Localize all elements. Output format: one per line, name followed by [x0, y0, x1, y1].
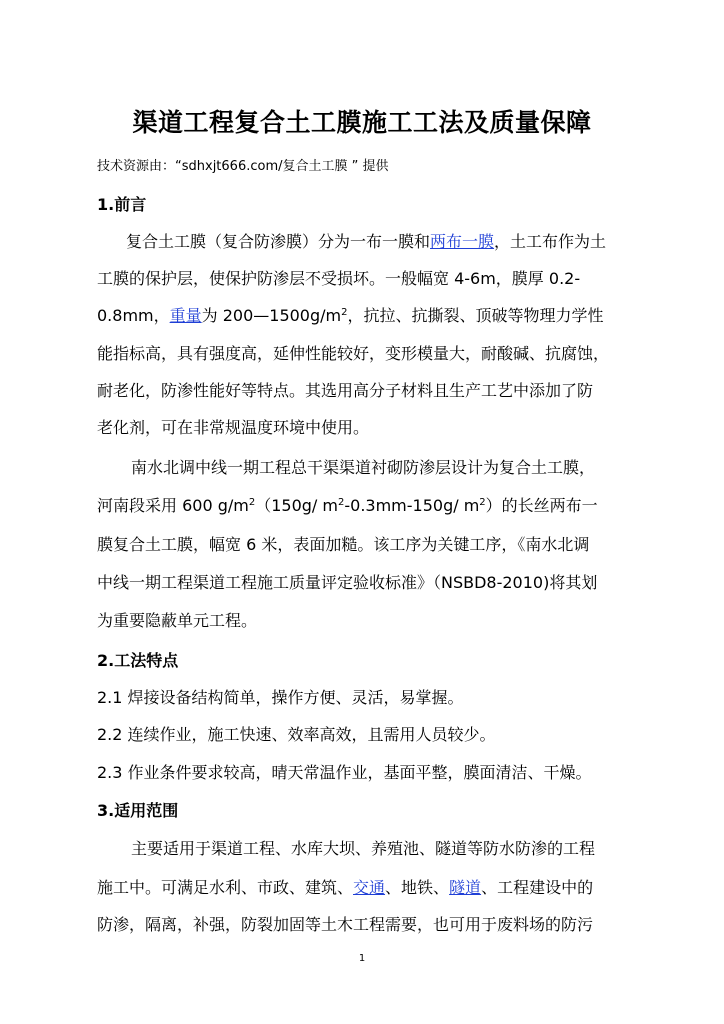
superscript: 2: [479, 497, 486, 508]
text-span: -0.3mm-150g/ m: [344, 496, 480, 515]
section-heading-scope: 3.适用范围: [97, 801, 179, 820]
paragraph-line: [126, 229, 606, 252]
paragraph-line: 耐老化，防渗性能好等特点。其选用高分子材料且生产工艺中添加了防: [97, 381, 594, 400]
text-span: 、地铁、: [385, 878, 450, 897]
document-title: 渠道工程复合土工膜施工工法及质量保障: [132, 108, 592, 137]
text-span: ，抗拉、抗撕裂、顶破等物理力学性: [347, 306, 604, 325]
list-item: 2.1 焊接设备结构简单，操作方便、灵活，易掌握。: [97, 688, 464, 707]
text-span: 为 200—1500g/m: [201, 306, 342, 325]
paragraph-line: 防渗，隔离，补强，防裂加固等土木工程需要，也可用于废料场的防污: [97, 915, 594, 934]
text-span: 河南段采用 600 g/m: [97, 496, 249, 515]
section-heading-intro: 1.前言: [97, 195, 147, 214]
text-span: 、工程建设中的: [481, 878, 594, 897]
paragraph-line: [97, 303, 604, 326]
text-span: ）的长丝两布一: [485, 496, 598, 515]
paragraph-line: 中线一期工程渠道工程施工质量评定验收标准》（NSBD8-2010)将其划: [97, 573, 598, 592]
superscript: 2: [341, 307, 348, 318]
superscript: 2: [338, 497, 345, 508]
text-span: 0.8mm，: [97, 306, 170, 325]
link-weight[interactable]: 重量: [169, 306, 202, 325]
source-line: 技术资源由：“sdhxjt666.com/复合土工膜 ” 提供: [97, 159, 389, 174]
paragraph-line: 工膜的保护层，使保护防渗层不受损坏。一般幅宽 4-6m，膜厚 0.2-: [97, 269, 581, 288]
section-heading-features: 2.工法特点: [97, 651, 179, 670]
list-item: 2.3 作业条件要求较高，晴天常温作业，基面平整，膜面清洁、干燥。: [97, 763, 592, 782]
link-two-cloth-one-membrane[interactable]: 两布一膜: [430, 232, 495, 251]
paragraph-line: 为重要隐蔽单元工程。: [97, 611, 258, 630]
list-item: 2.2 连续作业，施工快速、效率高效，且需用人员较少。: [97, 725, 496, 744]
superscript: 2: [248, 497, 256, 508]
page-number: 1: [358, 953, 366, 964]
paragraph-line: 膜复合土工膜，幅宽 6 米，表面加糙。该工序为关键工序，《南水北调: [97, 535, 590, 554]
link-tunnel[interactable]: 隧道: [449, 878, 482, 897]
text-span: 施工中。可满足水利、市政、建筑、: [97, 878, 354, 897]
paragraph-line: [97, 875, 593, 898]
paragraph-line: 能指标高，具有强度高，延伸性能较好，变形模量大，耐酸碱、抗腐蚀，: [97, 344, 610, 363]
paragraph-line: 南水北调中线一期工程总干渠渠道衬砌防渗层设计为复合土工膜，: [131, 458, 596, 477]
text-span: （150g/ m: [255, 496, 338, 515]
text-span: ，土工布作为土: [494, 232, 607, 251]
link-transportation[interactable]: 交通: [353, 878, 386, 897]
paragraph-line: 主要适用于渠道工程、水库大坝、养殖池、隧道等防水防渗的工程: [131, 839, 596, 858]
paragraph-line: 老化剂，可在非常规温度环境中使用。: [97, 418, 370, 437]
text-span: 复合土工膜（复合防渗膜）分为一布一膜和: [126, 232, 431, 251]
paragraph-line: [97, 493, 598, 516]
